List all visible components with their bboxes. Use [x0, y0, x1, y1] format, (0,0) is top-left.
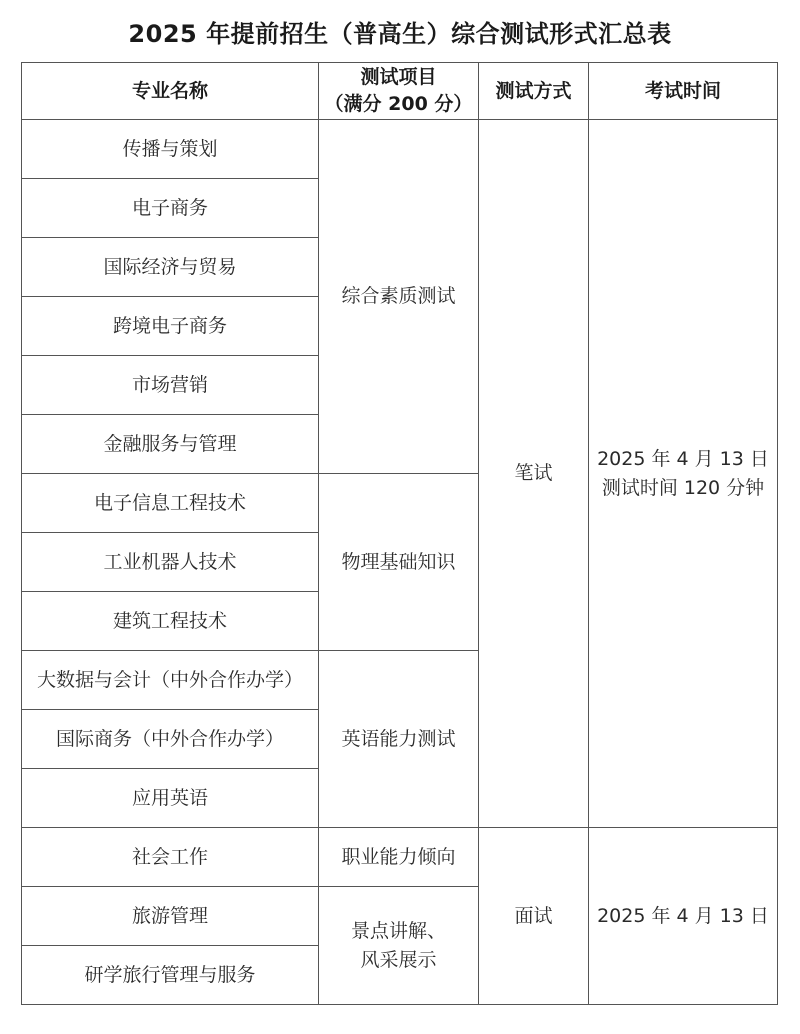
major-cell: 工业机器人技术 — [22, 533, 319, 592]
method-cell: 笔试 — [479, 120, 589, 828]
time-cell-line1: 2025 年 4 月 13 日 — [597, 447, 769, 470]
header-test-item-line1: 测试项目 — [360, 66, 437, 88]
header-major: 专业名称 — [22, 63, 319, 120]
major-cell: 建筑工程技术 — [22, 592, 319, 651]
test-item-cell: 职业能力倾向 — [319, 828, 479, 887]
major-cell: 市场营销 — [22, 356, 319, 415]
time-cell — [589, 120, 778, 828]
header-test-item — [319, 63, 479, 120]
table-row — [22, 120, 778, 179]
test-item-line1: 景点讲解、 — [350, 919, 446, 942]
table-header-row — [22, 63, 778, 120]
time-cell-line2: 测试时间 120 分钟 — [601, 476, 765, 499]
page-title: 2025 年提前招生（普高生）综合测试形式汇总表 — [128, 20, 672, 48]
summary-table — [21, 62, 778, 1005]
test-item-cell — [319, 887, 479, 1005]
major-cell: 大数据与会计（中外合作办学） — [22, 651, 319, 710]
test-item-line2: 风采展示 — [360, 948, 437, 971]
major-cell: 电子商务 — [22, 179, 319, 238]
major-cell: 应用英语 — [22, 769, 319, 828]
header-method: 测试方式 — [479, 63, 589, 120]
major-cell: 社会工作 — [22, 828, 319, 887]
major-cell: 国际商务（中外合作办学） — [22, 710, 319, 769]
major-cell: 金融服务与管理 — [22, 415, 319, 474]
major-cell: 传播与策划 — [22, 120, 319, 179]
test-item-cell: 综合素质测试 — [319, 120, 479, 474]
major-cell: 旅游管理 — [22, 887, 319, 946]
major-cell: 跨境电子商务 — [22, 297, 319, 356]
major-cell: 国际经济与贸易 — [22, 238, 319, 297]
table-row — [22, 828, 778, 887]
test-item-cell: 英语能力测试 — [319, 651, 479, 828]
major-cell: 电子信息工程技术 — [22, 474, 319, 533]
test-item-cell: 物理基础知识 — [319, 474, 479, 651]
header-time: 考试时间 — [589, 63, 778, 120]
method-cell: 面试 — [479, 828, 589, 1005]
header-test-item-line2: （满分 200 分） — [324, 93, 473, 115]
time-cell: 2025 年 4 月 13 日 — [589, 828, 778, 1005]
major-cell: 研学旅行管理与服务 — [22, 946, 319, 1005]
